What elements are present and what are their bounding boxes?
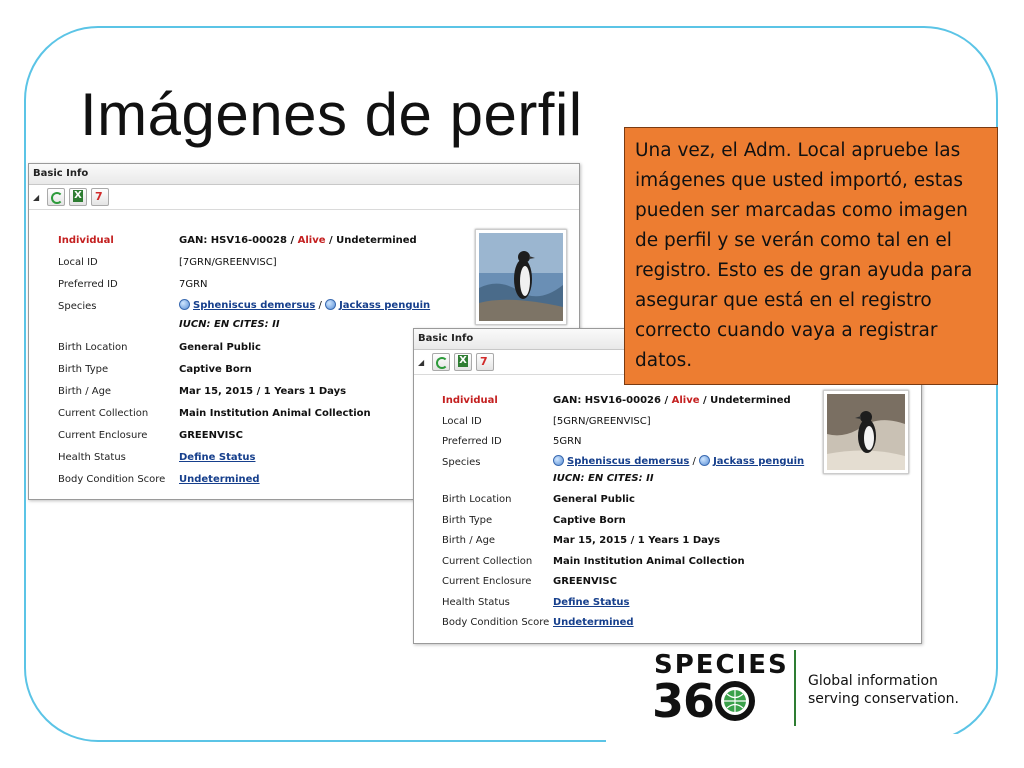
label-individual: Individual (58, 235, 114, 246)
iucn-cites: IUCN: EN CITES: II (553, 473, 654, 484)
value-birth-type: Captive Born (179, 364, 252, 375)
profile-photo-penguin-1[interactable] (475, 229, 567, 325)
panel-header: Basic Info (29, 164, 579, 185)
label-body-condition: Body Condition Score (58, 474, 166, 485)
label-current-enclosure: Current Enclosure (442, 576, 532, 587)
value-current-collection: Main Institution Animal Collection (179, 408, 371, 419)
value-individual (179, 235, 417, 246)
separator: / (689, 456, 700, 467)
label-current-enclosure: Current Enclosure (58, 430, 148, 441)
sex-status: / Undetermined (325, 235, 417, 246)
species360-logo (654, 650, 964, 730)
label-birth-location: Birth Location (58, 342, 128, 353)
species-scientific-link[interactable]: Spheniscus demersus (193, 300, 316, 311)
pdf-export-icon[interactable] (91, 188, 109, 206)
label-local-id: Local ID (58, 257, 98, 268)
label-body-condition: Body Condition Score (442, 617, 550, 628)
label-species: Species (58, 301, 97, 312)
species-common-link[interactable]: Jackass penguin (339, 300, 431, 311)
collapse-toggle[interactable]: ◢ (33, 192, 40, 202)
label-health-status: Health Status (442, 597, 510, 608)
define-status-link[interactable]: Define Status (179, 452, 256, 463)
label-individual: Individual (442, 395, 498, 406)
value-local-id: [7GRN/GREENVISC] (179, 257, 277, 268)
separator: / (660, 395, 672, 406)
value-preferred-id: 5GRN (553, 436, 582, 447)
iucn-cites: IUCN: EN CITES: II (179, 319, 280, 330)
refresh-icon[interactable] (47, 188, 65, 206)
globe-icon (553, 455, 564, 466)
separator: / (315, 300, 326, 311)
label-birth-age: Birth / Age (442, 535, 496, 546)
gan-id: GAN: HSV16-00028 (179, 235, 287, 246)
label-preferred-id: Preferred ID (442, 436, 502, 447)
tagline-line-1: Global information (808, 673, 938, 689)
value-species (553, 455, 804, 467)
panel-header: Basic Info (414, 329, 921, 350)
label-preferred-id: Preferred ID (58, 279, 118, 290)
value-preferred-id: 7GRN (179, 279, 208, 290)
gan-id: GAN: HSV16-00026 (553, 395, 661, 406)
label-birth-location: Birth Location (442, 494, 512, 505)
value-individual (553, 395, 791, 406)
frame-gap (606, 734, 1024, 768)
logo-divider (794, 650, 796, 726)
value-current-enclosure: GREENVISC (553, 576, 617, 587)
value-birth-location: General Public (553, 494, 635, 505)
sex-status: / Undetermined (699, 395, 791, 406)
info-callout: Una vez, el Adm. Local apruebe las imágenes que usted importó, estas pueden ser marcadas como imagen de perfil y se verán como tal en el registro. Esto es de gran ayuda para asegurar que está en el registro correcto cuando vaya a registrar datos. (624, 127, 998, 385)
panel-toolbar (29, 185, 579, 210)
value-birth-type: Captive Born (553, 515, 626, 526)
pdf-export-icon[interactable] (476, 353, 494, 371)
status-alive: Alive (297, 235, 326, 246)
species-scientific-link[interactable]: Spheniscus demersus (567, 456, 690, 467)
value-species (179, 299, 430, 311)
slide-title: Imágenes de perfil (80, 81, 583, 148)
label-birth-age: Birth / Age (58, 386, 112, 397)
excel-export-icon[interactable] (69, 188, 87, 206)
body-condition-link[interactable]: Undetermined (553, 617, 634, 628)
label-health-status: Health Status (58, 452, 126, 463)
label-birth-type: Birth Type (442, 515, 493, 526)
logo-number (652, 674, 755, 728)
penguin-photo (827, 394, 905, 470)
globe-logo-icon (715, 681, 755, 721)
label-current-collection: Current Collection (58, 408, 149, 419)
excel-export-icon[interactable] (454, 353, 472, 371)
label-local-id: Local ID (442, 416, 482, 427)
value-birth-age: Mar 15, 2015 / 1 Years 1 Days (553, 535, 721, 546)
tagline-line-2: serving conservation. (808, 691, 959, 707)
label-species: Species (442, 457, 481, 468)
globe-icon (325, 299, 336, 310)
globe-icon (179, 299, 190, 310)
logo-tagline (808, 672, 959, 708)
label-birth-type: Birth Type (58, 364, 109, 375)
separator: / (286, 235, 298, 246)
define-status-link[interactable]: Define Status (553, 597, 630, 608)
profile-photo-penguin-2[interactable] (823, 390, 909, 474)
collapse-toggle[interactable]: ◢ (418, 357, 425, 367)
value-local-id: [5GRN/GREENVISC] (553, 416, 651, 427)
logo-wordmark: SPECIES (654, 650, 789, 680)
globe-icon (699, 455, 710, 466)
species-common-link[interactable]: Jackass penguin (713, 456, 805, 467)
penguin-photo (479, 233, 563, 321)
value-birth-location: General Public (179, 342, 261, 353)
refresh-icon[interactable] (432, 353, 450, 371)
value-birth-age: Mar 15, 2015 / 1 Years 1 Days (179, 386, 347, 397)
status-alive: Alive (671, 395, 700, 406)
logo-number-digits: 36 (652, 674, 715, 728)
label-current-collection: Current Collection (442, 556, 533, 567)
value-current-collection: Main Institution Animal Collection (553, 556, 745, 567)
body-condition-link[interactable]: Undetermined (179, 474, 260, 485)
value-current-enclosure: GREENVISC (179, 430, 243, 441)
